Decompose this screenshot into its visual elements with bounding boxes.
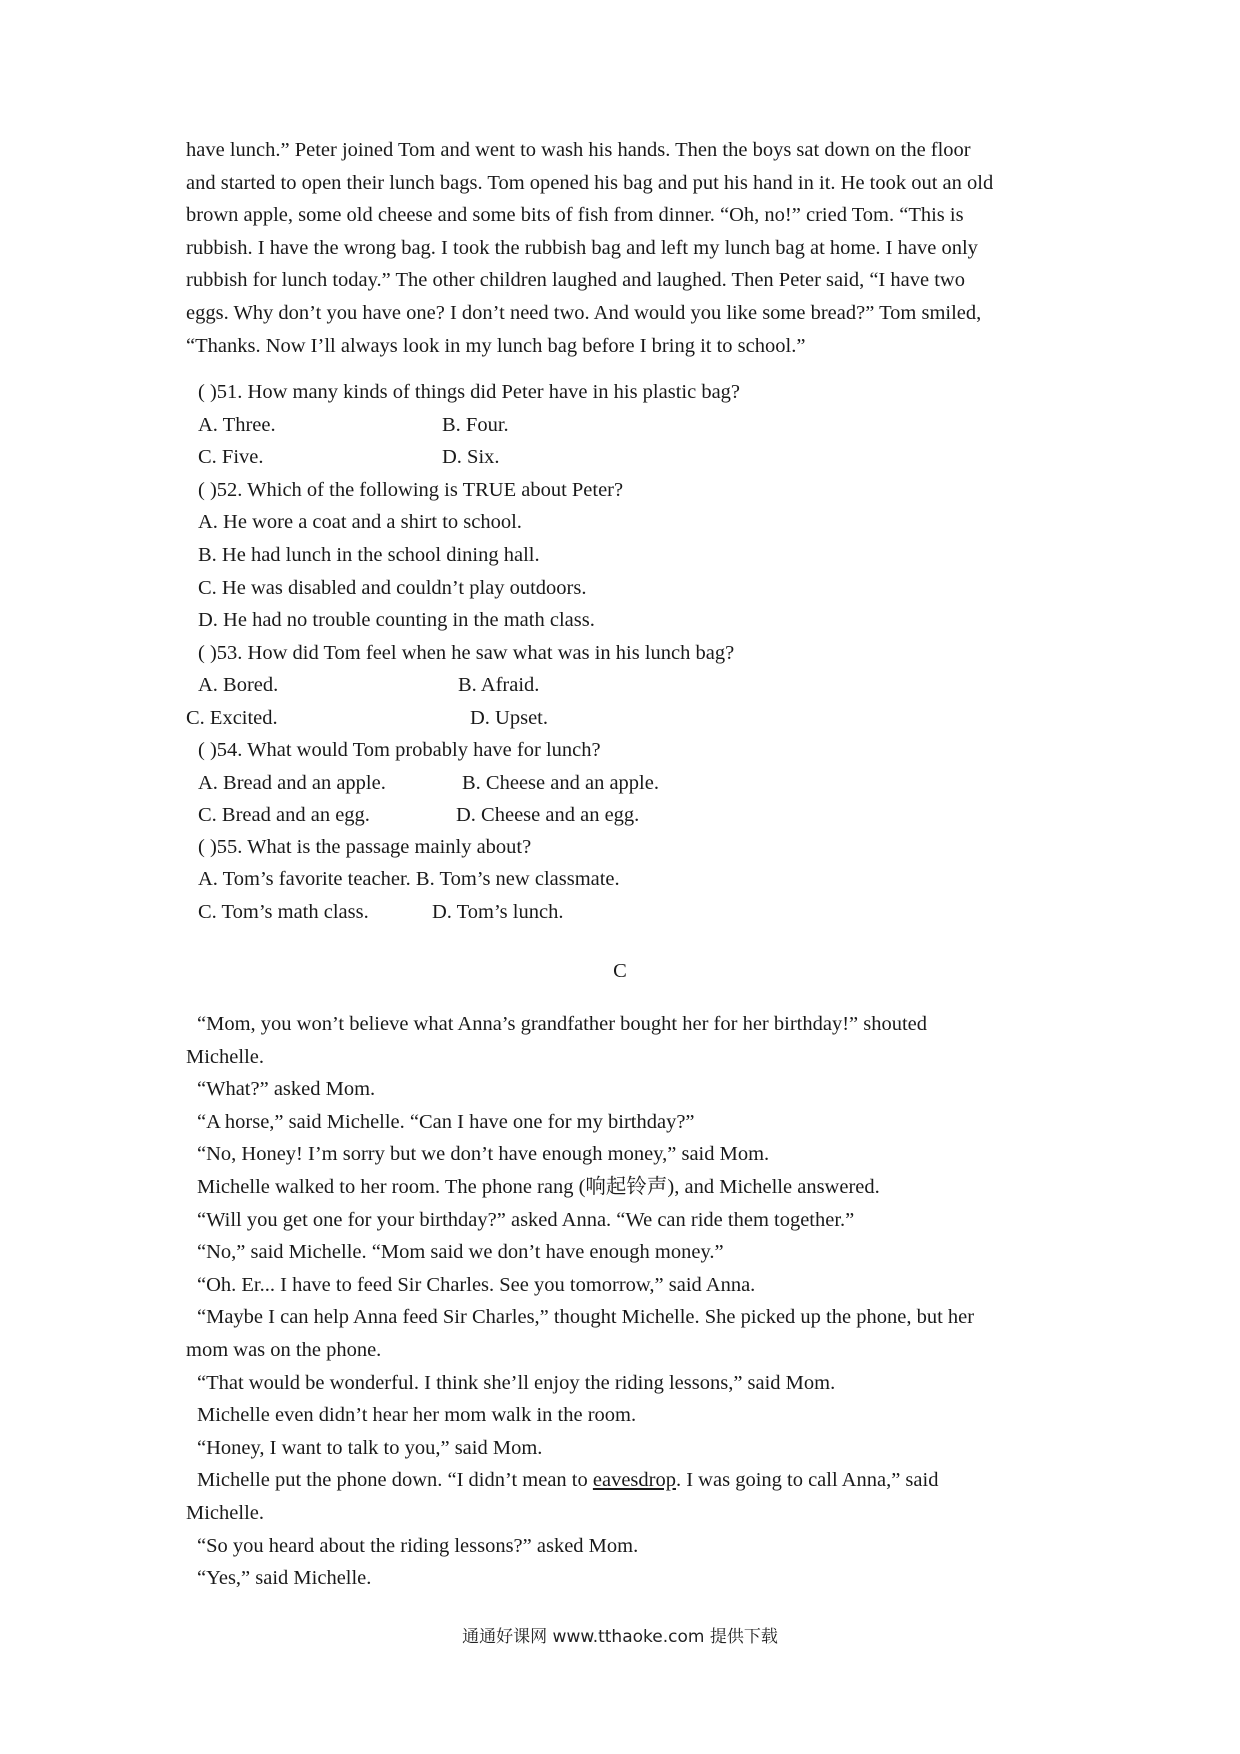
story-line: “Oh. Er... I have to feed Sir Charles. See you tomorrow,” said Anna. [197, 1273, 756, 1296]
q53-option-d: D. Upset. [470, 707, 549, 729]
q53-option-a: A. Bored. [198, 674, 279, 696]
story-line: “A horse,” said Michelle. “Can I have one for my birthday?” [197, 1110, 695, 1133]
q53-option-c: C. Excited. [186, 707, 278, 729]
question-55: ( )55. What is the passage mainly about? [198, 836, 532, 858]
story-line: Michelle walked to her room. The phone rang (响起铃声), and Michelle answered. [197, 1175, 880, 1198]
story-line-part: . I was going to call Anna,” said [675, 1469, 939, 1492]
story-line: “Mom, you won’t believe what Anna’s grandfather bought her for her birthday!” shouted [197, 1013, 928, 1035]
passage-line: eggs. Why don’t you have one? I don’t need two. And would you like some bread?” Tom smiled, [186, 301, 982, 324]
q51-option-c: C. Five. [198, 446, 264, 468]
q54-option-c: C. Bread and an egg. [198, 804, 370, 826]
passage-b-ending [186, 134, 1056, 362]
passage-line: rubbish. I have the wrong bag. I took the rubbish bag and left my lunch bag at home. I have only [186, 236, 978, 259]
story-line: “Honey, I want to talk to you,” said Mom. [197, 1436, 543, 1459]
passage-line: and started to open their lunch bags. Tom opened his bag and put his hand in it. He took out an old [186, 171, 994, 194]
story-line-part: Michelle put the phone down. “I didn’t mean to [197, 1469, 593, 1492]
q55-option-ab: A. Tom’s favorite teacher. B. Tom’s new classmate. [198, 868, 620, 890]
question-54: ( )54. What would Tom probably have for lunch? [198, 739, 601, 761]
question-51: ( )51. How many kinds of things did Peter have in his plastic bag? [198, 381, 741, 403]
q51-option-a: A. Three. [198, 414, 276, 436]
underlined-word-eavesdrop: eavesdrop [592, 1469, 676, 1492]
q52-option-c: C. He was disabled and couldn’t play outdoors. [198, 577, 587, 599]
story-line: mom was on the phone. [186, 1338, 382, 1361]
story-line: “Maybe I can help Anna feed Sir Charles,” thought Michelle. She picked up the phone, but her [197, 1306, 975, 1329]
story-line: “Will you get one for your birthday?” asked Anna. “We can ride them together.” [197, 1208, 855, 1231]
story-line: “No,” said Michelle. “Mom said we don’t have enough money.” [197, 1241, 724, 1264]
story-line [186, 1464, 1086, 1497]
question-53: ( )53. How did Tom feel when he saw what was in his lunch bag? [198, 642, 735, 664]
passage-c [186, 1008, 1086, 1595]
q52-option-b: B. He had lunch in the school dining hall. [198, 544, 540, 566]
q54-option-d: D. Cheese and an egg. [456, 804, 640, 826]
passage-line: brown apple, some old cheese and some bits of fish from dinner. “Oh, no!” cried Tom. “This is [186, 204, 964, 227]
q54-option-b: B. Cheese and an apple. [462, 772, 659, 794]
story-line: “That would be wonderful. I think she’ll enjoy the riding lessons,” said Mom. [197, 1371, 836, 1394]
question-52: ( )52. Which of the following is TRUE about Peter? [198, 479, 624, 501]
passage-line: “Thanks. Now I’ll always look in my lunch bag before I bring it to school.” [186, 334, 806, 357]
q54-option-a: A. Bread and an apple. [198, 772, 386, 794]
passage-line: rubbish for lunch today.” The other children laughed and laughed. Then Peter said, “I have two [186, 269, 965, 292]
q52-option-a: A. He wore a coat and a shirt to school. [198, 511, 522, 533]
story-line: Michelle. [186, 1501, 264, 1524]
story-line: Michelle even didn’t hear her mom walk in the room. [197, 1404, 637, 1427]
q55-option-c: C. Tom’s math class. [198, 901, 369, 923]
story-line: “What?” asked Mom. [197, 1078, 376, 1101]
q51-option-b: B. Four. [442, 414, 509, 436]
q53-option-b: B. Afraid. [458, 674, 540, 696]
section-c-heading: C [613, 960, 627, 982]
story-line: “So you heard about the riding lessons?” asked Mom. [197, 1534, 639, 1557]
page-footer: 通通好课网 www.tthaoke.com 提供下载 [462, 1627, 778, 1647]
q52-option-d: D. He had no trouble counting in the math class. [198, 609, 595, 631]
q55-option-d: D. Tom’s lunch. [432, 901, 564, 923]
passage-line: have lunch.” Peter joined Tom and went to wash his hands. Then the boys sat down on the floor [186, 139, 971, 161]
q51-option-d: D. Six. [442, 446, 500, 468]
story-line: “Yes,” said Michelle. [197, 1567, 372, 1590]
story-line: Michelle. [186, 1045, 264, 1068]
story-line: “No, Honey! I’m sorry but we don’t have enough money,” said Mom. [197, 1143, 770, 1166]
